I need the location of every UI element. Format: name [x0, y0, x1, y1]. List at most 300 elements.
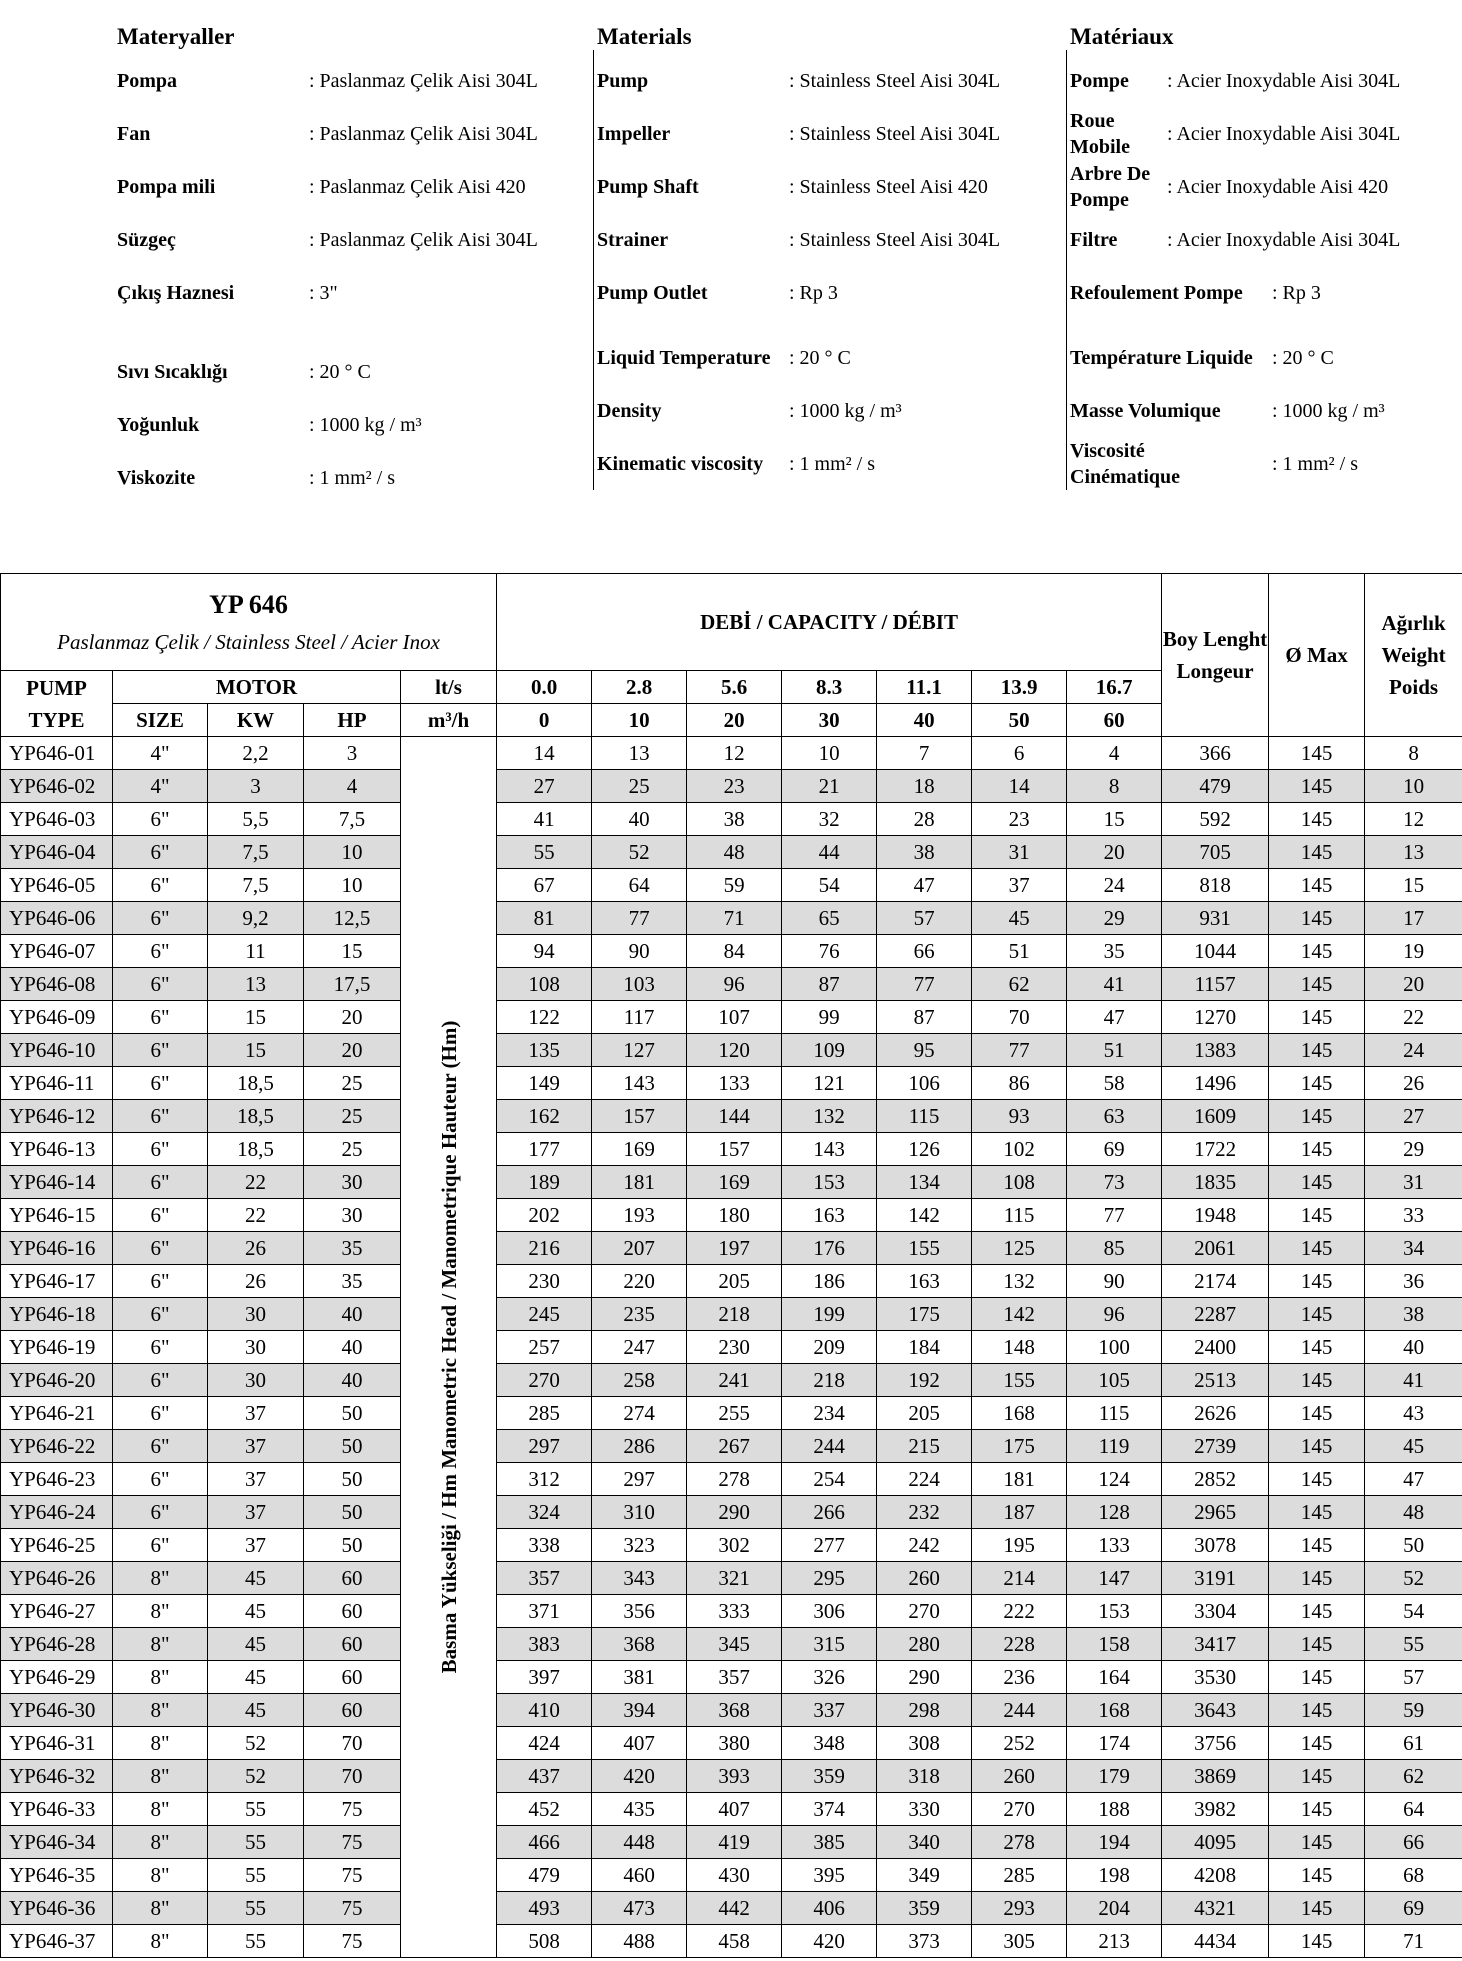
- table-cell: 95: [877, 1034, 972, 1067]
- table-cell: 55: [497, 836, 592, 869]
- table-cell: 145: [1269, 1727, 1365, 1760]
- table-cell: 437: [497, 1760, 592, 1793]
- table-cell: 244: [972, 1694, 1067, 1727]
- table-cell: 65: [782, 902, 877, 935]
- table-cell: 145: [1269, 1859, 1365, 1892]
- table-cell: 8": [113, 1661, 208, 1694]
- pump-type-cell: YP646-21: [1, 1397, 113, 1430]
- table-cell: 15: [208, 1034, 304, 1067]
- table-cell: 394: [592, 1694, 687, 1727]
- table-cell: 5,5: [208, 803, 304, 836]
- table-cell: 75: [304, 1925, 401, 1958]
- table-cell: 368: [687, 1694, 782, 1727]
- table-row: [1, 1463, 1462, 1496]
- table-cell: 6": [113, 869, 208, 902]
- materials-heading-tr: Materyaller: [117, 24, 235, 49]
- table-cell: 30: [208, 1364, 304, 1397]
- table-cell: 37: [208, 1463, 304, 1496]
- table-cell: 177: [497, 1133, 592, 1166]
- table-cell: 213: [1067, 1925, 1162, 1958]
- m3h-value: 40: [877, 704, 972, 737]
- table-cell: 70: [972, 1001, 1067, 1034]
- table-cell: 33: [1365, 1199, 1462, 1232]
- table-cell: 324: [497, 1496, 592, 1529]
- table-cell: 260: [972, 1760, 1067, 1793]
- table-cell: 1157: [1162, 968, 1269, 1001]
- table-cell: 23: [687, 770, 782, 803]
- material-value: : 3": [309, 282, 338, 304]
- lts-value: 8.3: [782, 671, 877, 704]
- table-cell: 337: [782, 1694, 877, 1727]
- table-cell: 143: [782, 1133, 877, 1166]
- table-cell: 15: [304, 935, 401, 968]
- table-cell: 8: [1067, 770, 1162, 803]
- table-cell: 234: [782, 1397, 877, 1430]
- table-cell: 3530: [1162, 1661, 1269, 1694]
- table-cell: 96: [1067, 1298, 1162, 1331]
- table-cell: 205: [877, 1397, 972, 1430]
- model-header: [1, 574, 497, 671]
- table-cell: 37: [208, 1397, 304, 1430]
- table-cell: 6": [113, 1166, 208, 1199]
- pump-type-cell: YP646-16: [1, 1232, 113, 1265]
- table-cell: 310: [592, 1496, 687, 1529]
- material-label: Yoğunluk: [117, 414, 200, 436]
- material-label: Viskozite: [117, 467, 196, 489]
- table-cell: 145: [1269, 1892, 1365, 1925]
- material-label: Pompa mili: [117, 176, 216, 198]
- table-cell: 70: [304, 1727, 401, 1760]
- table-cell: 26: [208, 1265, 304, 1298]
- pump-type-cell: YP646-11: [1, 1067, 113, 1100]
- head-axis-cell: [401, 737, 497, 1958]
- table-cell: 8: [1365, 737, 1462, 770]
- table-cell: 198: [1067, 1859, 1162, 1892]
- table-cell: 280: [877, 1628, 972, 1661]
- table-cell: 199: [782, 1298, 877, 1331]
- material-label: Température Liquide: [1070, 347, 1253, 369]
- table-cell: 371: [497, 1595, 592, 1628]
- table-row: [1, 1727, 1462, 1760]
- table-cell: 8": [113, 1595, 208, 1628]
- table-cell: 37: [208, 1529, 304, 1562]
- table-cell: 52: [208, 1760, 304, 1793]
- table-cell: 189: [497, 1166, 592, 1199]
- table-cell: 245: [497, 1298, 592, 1331]
- table-cell: 8": [113, 1826, 208, 1859]
- table-cell: 12,5: [304, 902, 401, 935]
- table-cell: 6: [972, 737, 1067, 770]
- table-cell: 145: [1269, 1496, 1365, 1529]
- table-cell: 1383: [1162, 1034, 1269, 1067]
- table-cell: 145: [1269, 1232, 1365, 1265]
- material-label: Çıkış Haznesi: [117, 282, 235, 304]
- table-cell: 406: [782, 1892, 877, 1925]
- table-cell: 4321: [1162, 1892, 1269, 1925]
- lts-value: 0.0: [497, 671, 592, 704]
- table-cell: 458: [687, 1925, 782, 1958]
- material-value: : 20 ° C: [309, 361, 371, 383]
- table-cell: 8": [113, 1562, 208, 1595]
- table-row: [1, 1793, 1462, 1826]
- pump-type-cell: YP646-31: [1, 1727, 113, 1760]
- table-cell: 126: [877, 1133, 972, 1166]
- table-cell: 121: [782, 1067, 877, 1100]
- table-cell: 55: [1365, 1628, 1462, 1661]
- table-cell: 267: [687, 1430, 782, 1463]
- table-cell: 135: [497, 1034, 592, 1067]
- material-label: Süzgeç: [117, 229, 176, 251]
- table-cell: 488: [592, 1925, 687, 1958]
- table-cell: 277: [782, 1529, 877, 1562]
- table-cell: 145: [1269, 1661, 1365, 1694]
- table-cell: 145: [1269, 1100, 1365, 1133]
- table-cell: 6": [113, 1001, 208, 1034]
- table-cell: 40: [1365, 1331, 1462, 1364]
- table-cell: 117: [592, 1001, 687, 1034]
- table-cell: 60: [304, 1562, 401, 1595]
- table-row: [1, 737, 1462, 770]
- table-row: [1, 1001, 1462, 1034]
- table-cell: 52: [1365, 1562, 1462, 1595]
- table-cell: 218: [782, 1364, 877, 1397]
- table-cell: 242: [877, 1529, 972, 1562]
- table-cell: 14: [497, 737, 592, 770]
- lts-value: 2.8: [592, 671, 687, 704]
- table-cell: 115: [877, 1100, 972, 1133]
- table-cell: 2739: [1162, 1430, 1269, 1463]
- table-cell: 41: [497, 803, 592, 836]
- table-cell: 3304: [1162, 1595, 1269, 1628]
- m3h-value: 10: [592, 704, 687, 737]
- table-cell: 338: [497, 1529, 592, 1562]
- table-cell: 312: [497, 1463, 592, 1496]
- table-cell: 705: [1162, 836, 1269, 869]
- material-label: Sıvı Sıcaklığı: [117, 361, 228, 383]
- table-row: [1, 968, 1462, 1001]
- material-value: : Stainless Steel Aisi 304L: [789, 229, 1001, 251]
- table-cell: 368: [592, 1628, 687, 1661]
- table-cell: 192: [877, 1364, 972, 1397]
- table-cell: 22: [208, 1166, 304, 1199]
- pump-type-cell: YP646-02: [1, 770, 113, 803]
- table-cell: 818: [1162, 869, 1269, 902]
- table-cell: 48: [687, 836, 782, 869]
- table-cell: 149: [497, 1067, 592, 1100]
- table-cell: 297: [592, 1463, 687, 1496]
- table-cell: 45: [1365, 1430, 1462, 1463]
- table-cell: 195: [972, 1529, 1067, 1562]
- table-row: [1, 1034, 1462, 1067]
- table-cell: 145: [1269, 1397, 1365, 1430]
- table-cell: 435: [592, 1793, 687, 1826]
- table-cell: 270: [972, 1793, 1067, 1826]
- table-cell: 3: [208, 770, 304, 803]
- material-subtitle: Paslanmaz Çelik / Stainless Steel / Acier Inox: [57, 630, 440, 654]
- material-label: Pompa: [117, 70, 177, 92]
- table-cell: 2626: [1162, 1397, 1269, 1430]
- pump-type-cell: YP646-27: [1, 1595, 113, 1628]
- table-cell: 43: [1365, 1397, 1462, 1430]
- material-label: Masse Volumique: [1070, 400, 1221, 422]
- table-cell: 2965: [1162, 1496, 1269, 1529]
- table-cell: 15: [208, 1001, 304, 1034]
- table-cell: 27: [497, 770, 592, 803]
- table-row: [1, 1859, 1462, 1892]
- table-cell: 254: [782, 1463, 877, 1496]
- table-cell: 214: [972, 1562, 1067, 1595]
- table-cell: 7,5: [208, 836, 304, 869]
- table-cell: 7,5: [208, 869, 304, 902]
- pump-type-cell: YP646-15: [1, 1199, 113, 1232]
- table-cell: 40: [304, 1331, 401, 1364]
- table-cell: 66: [1365, 1826, 1462, 1859]
- table-cell: 37: [972, 869, 1067, 902]
- table-cell: 479: [1162, 770, 1269, 803]
- table-cell: 6": [113, 1199, 208, 1232]
- table-cell: 1044: [1162, 935, 1269, 968]
- material-value: : Stainless Steel Aisi 304L: [789, 70, 1001, 92]
- table-cell: 17,5: [304, 968, 401, 1001]
- table-cell: 18: [877, 770, 972, 803]
- pump-type-cell: YP646-12: [1, 1100, 113, 1133]
- m3h-value: 60: [1067, 704, 1162, 737]
- table-cell: 175: [877, 1298, 972, 1331]
- table-cell: 321: [687, 1562, 782, 1595]
- pump-type-cell: YP646-25: [1, 1529, 113, 1562]
- table-cell: 50: [304, 1463, 401, 1496]
- table-cell: 14: [972, 770, 1067, 803]
- table-cell: 230: [497, 1265, 592, 1298]
- table-row: [1, 869, 1462, 902]
- pump-type-header: PUMP TYPE: [1, 671, 113, 737]
- table-cell: 52: [208, 1727, 304, 1760]
- table-cell: 180: [687, 1199, 782, 1232]
- table-cell: 145: [1269, 1331, 1365, 1364]
- table-cell: 2,2: [208, 737, 304, 770]
- table-cell: 145: [1269, 1463, 1365, 1496]
- table-row: [1, 1529, 1462, 1562]
- table-cell: 359: [782, 1760, 877, 1793]
- table-cell: 28: [877, 803, 972, 836]
- table-cell: 47: [1067, 1001, 1162, 1034]
- table-cell: 155: [972, 1364, 1067, 1397]
- table-cell: 8": [113, 1694, 208, 1727]
- table-cell: 145: [1269, 1298, 1365, 1331]
- table-cell: 77: [972, 1034, 1067, 1067]
- table-cell: 35: [304, 1265, 401, 1298]
- table-cell: 71: [1365, 1925, 1462, 1958]
- table-cell: 128: [1067, 1496, 1162, 1529]
- table-cell: 145: [1269, 1067, 1365, 1100]
- pump-type-cell: YP646-13: [1, 1133, 113, 1166]
- table-row: [1, 1595, 1462, 1628]
- table-cell: 266: [782, 1496, 877, 1529]
- table-cell: 75: [304, 1793, 401, 1826]
- table-cell: 4": [113, 737, 208, 770]
- table-cell: 50: [304, 1430, 401, 1463]
- table-cell: 17: [1365, 902, 1462, 935]
- table-cell: 132: [972, 1265, 1067, 1298]
- table-cell: 4095: [1162, 1826, 1269, 1859]
- performance-table: [0, 573, 1462, 1958]
- table-cell: 419: [687, 1826, 782, 1859]
- table-cell: 106: [877, 1067, 972, 1100]
- table-cell: 306: [782, 1595, 877, 1628]
- table-cell: 41: [1365, 1364, 1462, 1397]
- table-cell: 1270: [1162, 1001, 1269, 1034]
- table-cell: 4": [113, 770, 208, 803]
- material-label: Pump Outlet: [597, 282, 708, 304]
- table-cell: 473: [592, 1892, 687, 1925]
- table-cell: 12: [1365, 803, 1462, 836]
- table-cell: 157: [592, 1100, 687, 1133]
- table-cell: 6": [113, 902, 208, 935]
- table-cell: 108: [497, 968, 592, 1001]
- table-cell: 20: [1067, 836, 1162, 869]
- table-cell: 3078: [1162, 1529, 1269, 1562]
- table-cell: 395: [782, 1859, 877, 1892]
- table-cell: 38: [687, 803, 782, 836]
- table-cell: 145: [1269, 1595, 1365, 1628]
- table-cell: 77: [1067, 1199, 1162, 1232]
- table-cell: 285: [972, 1859, 1067, 1892]
- material-value: : Paslanmaz Çelik Aisi 420: [309, 176, 526, 198]
- table-cell: 293: [972, 1892, 1067, 1925]
- table-cell: 50: [304, 1496, 401, 1529]
- table-cell: 48: [1365, 1496, 1462, 1529]
- table-cell: 174: [1067, 1727, 1162, 1760]
- materials-heading-en: Materials: [597, 24, 692, 49]
- table-cell: 163: [877, 1265, 972, 1298]
- m3h-value: 20: [687, 704, 782, 737]
- table-cell: 59: [1365, 1694, 1462, 1727]
- table-cell: 25: [304, 1100, 401, 1133]
- table-cell: 295: [782, 1562, 877, 1595]
- table-cell: 64: [592, 869, 687, 902]
- table-cell: 30: [304, 1199, 401, 1232]
- table-cell: 6": [113, 1100, 208, 1133]
- table-cell: 162: [497, 1100, 592, 1133]
- table-cell: 133: [687, 1067, 782, 1100]
- table-cell: 58: [1067, 1067, 1162, 1100]
- table-cell: 3982: [1162, 1793, 1269, 1826]
- table-cell: 19: [1365, 935, 1462, 968]
- table-cell: 119: [1067, 1430, 1162, 1463]
- pump-type-cell: YP646-01: [1, 737, 113, 770]
- table-cell: 592: [1162, 803, 1269, 836]
- table-cell: 194: [1067, 1826, 1162, 1859]
- lts-value: 16.7: [1067, 671, 1162, 704]
- pump-type-cell: YP646-08: [1, 968, 113, 1001]
- table-cell: 257: [497, 1331, 592, 1364]
- table-cell: 37: [208, 1496, 304, 1529]
- pump-type-cell: YP646-24: [1, 1496, 113, 1529]
- column-divider: [1066, 50, 1067, 490]
- table-cell: 270: [877, 1595, 972, 1628]
- table-cell: 448: [592, 1826, 687, 1859]
- table-cell: 222: [972, 1595, 1067, 1628]
- table-cell: 4434: [1162, 1925, 1269, 1958]
- table-cell: 153: [1067, 1595, 1162, 1628]
- table-cell: 6": [113, 836, 208, 869]
- table-cell: 442: [687, 1892, 782, 1925]
- table-cell: 75: [304, 1892, 401, 1925]
- table-cell: 209: [782, 1331, 877, 1364]
- model-title: YP 646: [209, 590, 288, 619]
- table-cell: 20: [304, 1001, 401, 1034]
- table-cell: 278: [687, 1463, 782, 1496]
- table-cell: 6": [113, 1529, 208, 1562]
- table-cell: 11: [208, 935, 304, 968]
- table-cell: 145: [1269, 1265, 1365, 1298]
- size-header: SIZE: [113, 704, 208, 737]
- table-row: [1, 1661, 1462, 1694]
- table-row: [1, 1364, 1462, 1397]
- table-cell: 145: [1269, 1826, 1365, 1859]
- table-cell: 115: [1067, 1397, 1162, 1430]
- table-row: [1, 1166, 1462, 1199]
- material-value: : Rp 3: [1272, 282, 1321, 304]
- table-cell: 145: [1269, 836, 1365, 869]
- table-cell: 145: [1269, 770, 1365, 803]
- table-cell: 326: [782, 1661, 877, 1694]
- table-row: [1, 1925, 1462, 1958]
- table-cell: 202: [497, 1199, 592, 1232]
- table-cell: 479: [497, 1859, 592, 1892]
- table-row: [1, 1760, 1462, 1793]
- pump-type-cell: YP646-22: [1, 1430, 113, 1463]
- table-cell: 274: [592, 1397, 687, 1430]
- table-cell: 29: [1067, 902, 1162, 935]
- table-cell: 255: [687, 1397, 782, 1430]
- table-cell: 2852: [1162, 1463, 1269, 1496]
- material-value: : Rp 3: [789, 282, 838, 304]
- material-value: : 20 ° C: [789, 347, 851, 369]
- table-cell: 235: [592, 1298, 687, 1331]
- table-cell: 931: [1162, 902, 1269, 935]
- table-cell: 22: [1365, 1001, 1462, 1034]
- material-value: : 1 mm² / s: [309, 467, 396, 489]
- table-cell: 232: [877, 1496, 972, 1529]
- table-row: [1, 1265, 1462, 1298]
- table-cell: 45: [208, 1562, 304, 1595]
- table-cell: 349: [877, 1859, 972, 1892]
- table-cell: 2287: [1162, 1298, 1269, 1331]
- table-cell: 397: [497, 1661, 592, 1694]
- table-cell: 8": [113, 1628, 208, 1661]
- table-cell: 10: [304, 836, 401, 869]
- table-cell: 7: [877, 737, 972, 770]
- table-cell: 9,2: [208, 902, 304, 935]
- material-value: : 1000 kg / m³: [309, 414, 422, 436]
- table-cell: 148: [972, 1331, 1067, 1364]
- materials-heading-fr: Matériaux: [1070, 24, 1174, 49]
- material-label: Kinematic viscosity: [597, 453, 764, 475]
- table-cell: 6": [113, 1298, 208, 1331]
- table-cell: 45: [208, 1595, 304, 1628]
- table-cell: 87: [877, 1001, 972, 1034]
- table-cell: 1948: [1162, 1199, 1269, 1232]
- table-body: [1, 737, 1462, 1958]
- table-row: [1, 1232, 1462, 1265]
- column-divider: [593, 50, 594, 490]
- table-cell: 77: [877, 968, 972, 1001]
- table-cell: 164: [1067, 1661, 1162, 1694]
- pump-type-cell: YP646-26: [1, 1562, 113, 1595]
- table-row: [1, 1100, 1462, 1133]
- table-cell: 430: [687, 1859, 782, 1892]
